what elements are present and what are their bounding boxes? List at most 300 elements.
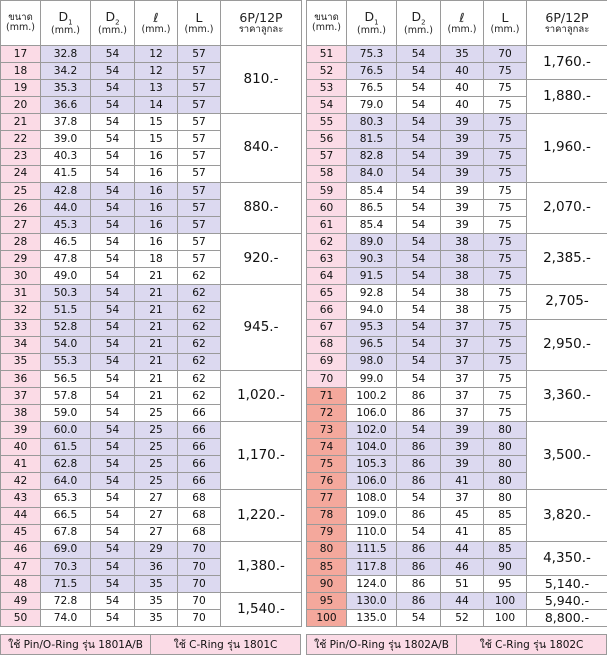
d2-cell: 54 [91, 422, 135, 439]
d2-cell: 54 [397, 131, 441, 148]
price-table-right [306, 0, 607, 627]
d1-cell: 37.8 [41, 114, 91, 131]
price-cell: 1,020.- [221, 370, 302, 421]
l-big-cell: 75 [484, 370, 527, 387]
size-cell: 71 [307, 387, 347, 404]
table-row [1, 370, 302, 387]
d2-cell: 54 [397, 490, 441, 507]
size-cell: 80 [307, 541, 347, 558]
d1-cell: 52.8 [41, 319, 91, 336]
l-small-cell: 16 [135, 182, 178, 199]
table-row [1, 182, 302, 199]
l-big-cell: 95 [484, 575, 527, 592]
l-big-cell: 85 [484, 524, 527, 541]
size-cell: 33 [1, 319, 41, 336]
d1-cell: 76.5 [347, 80, 397, 97]
size-cell: 23 [1, 148, 41, 165]
l-small-cell: 35 [135, 575, 178, 592]
d2-cell: 54 [91, 575, 135, 592]
table-row [307, 182, 607, 199]
price-cell: 1,960.- [527, 114, 607, 182]
l-small-cell: 39 [441, 216, 484, 233]
size-cell: 59 [307, 182, 347, 199]
table-row [1, 114, 302, 131]
l-small-cell: 27 [135, 507, 178, 524]
d1-cell: 67.8 [41, 524, 91, 541]
price-cell: 1,220.- [221, 490, 302, 541]
l-big-cell: 75 [484, 387, 527, 404]
d2-cell: 54 [397, 114, 441, 131]
l-small-cell: 29 [135, 541, 178, 558]
l-small-cell: 41 [441, 524, 484, 541]
l-big-cell: 75 [484, 404, 527, 421]
table-row [1, 234, 302, 251]
l-big-cell: 66 [178, 473, 221, 490]
table-row [1, 541, 302, 558]
l-big-cell: 57 [178, 199, 221, 216]
price-cell: 2,070.- [527, 182, 607, 233]
size-cell: 46 [1, 541, 41, 558]
l-big-cell: 75 [484, 114, 527, 131]
d1-cell: 35.3 [41, 80, 91, 97]
size-cell: 39 [1, 422, 41, 439]
size-cell: 28 [1, 234, 41, 251]
d1-cell: 85.4 [347, 216, 397, 233]
d2-cell: 86 [397, 593, 441, 610]
table-row [307, 370, 607, 387]
d2-cell: 54 [91, 268, 135, 285]
d1-cell: 100.2 [347, 387, 397, 404]
d1-cell: 70.3 [41, 558, 91, 575]
d2-cell: 54 [397, 148, 441, 165]
size-cell: 49 [1, 593, 41, 610]
size-cell: 63 [307, 251, 347, 268]
size-cell: 69 [307, 353, 347, 370]
l-big-cell: 85 [484, 507, 527, 524]
d2-cell: 54 [397, 422, 441, 439]
l-small-cell: 40 [441, 97, 484, 114]
l-small-cell: 37 [441, 370, 484, 387]
size-cell: 32 [1, 302, 41, 319]
size-cell: 29 [1, 251, 41, 268]
l-big-cell: 75 [484, 319, 527, 336]
l-small-cell: 21 [135, 302, 178, 319]
l-big-cell: 62 [178, 285, 221, 302]
d1-cell: 89.0 [347, 234, 397, 251]
l-big-cell: 62 [178, 387, 221, 404]
table-row [1, 46, 302, 63]
d2-cell: 54 [91, 182, 135, 199]
l-big-cell: 75 [484, 302, 527, 319]
table-row [307, 593, 607, 610]
header-price: 6P/12P ราคาลูกละ [221, 1, 302, 46]
price-cell: 2,950.- [527, 319, 607, 370]
size-cell: 17 [1, 46, 41, 63]
d1-cell: 92.8 [347, 285, 397, 302]
d2-cell: 54 [91, 148, 135, 165]
table-row [1, 593, 302, 610]
d2-cell: 54 [397, 182, 441, 199]
header-price: 6P/12P ราคาลูกละ [527, 1, 607, 46]
l-small-cell: 35 [135, 593, 178, 610]
l-big-cell: 75 [484, 285, 527, 302]
d1-cell: 102.0 [347, 422, 397, 439]
d1-cell: 117.8 [347, 558, 397, 575]
d1-cell: 60.0 [41, 422, 91, 439]
d1-cell: 75.3 [347, 46, 397, 63]
l-small-cell: 38 [441, 251, 484, 268]
size-cell: 48 [1, 575, 41, 592]
d2-cell: 54 [91, 46, 135, 63]
l-big-cell: 66 [178, 404, 221, 421]
d2-cell: 54 [91, 456, 135, 473]
d1-cell: 36.6 [41, 97, 91, 114]
size-cell: 38 [1, 404, 41, 421]
d1-cell: 46.5 [41, 234, 91, 251]
l-big-cell: 75 [484, 251, 527, 268]
l-big-cell: 80 [484, 473, 527, 490]
table-row [307, 422, 607, 439]
size-cell: 73 [307, 422, 347, 439]
l-small-cell: 25 [135, 422, 178, 439]
d1-cell: 108.0 [347, 490, 397, 507]
d2-cell: 54 [91, 370, 135, 387]
l-small-cell: 36 [135, 558, 178, 575]
l-small-cell: 44 [441, 593, 484, 610]
l-small-cell: 38 [441, 302, 484, 319]
l-small-cell: 13 [135, 80, 178, 97]
l-big-cell: 75 [484, 148, 527, 165]
d1-cell: 124.0 [347, 575, 397, 592]
price-cell: 3,820.- [527, 490, 607, 541]
table-row [307, 490, 607, 507]
l-small-cell: 16 [135, 199, 178, 216]
d1-cell: 57.8 [41, 387, 91, 404]
d2-cell: 86 [397, 387, 441, 404]
size-cell: 54 [307, 97, 347, 114]
d1-cell: 110.0 [347, 524, 397, 541]
d2-cell: 54 [91, 541, 135, 558]
l-big-cell: 70 [178, 593, 221, 610]
d1-cell: 86.5 [347, 199, 397, 216]
d2-cell: 54 [91, 387, 135, 404]
d2-cell: 54 [397, 353, 441, 370]
d1-cell: 49.0 [41, 268, 91, 285]
d1-cell: 80.3 [347, 114, 397, 131]
d1-cell: 104.0 [347, 439, 397, 456]
table-row [307, 541, 607, 558]
size-cell: 78 [307, 507, 347, 524]
l-small-cell: 37 [441, 490, 484, 507]
price-cell: 810.- [221, 46, 302, 114]
header-l-big: L (mm.) [484, 1, 527, 46]
l-big-cell: 75 [484, 199, 527, 216]
l-small-cell: 37 [441, 387, 484, 404]
d2-cell: 54 [91, 216, 135, 233]
l-big-cell: 80 [484, 439, 527, 456]
l-big-cell: 62 [178, 302, 221, 319]
l-small-cell: 51 [441, 575, 484, 592]
l-big-cell: 62 [178, 370, 221, 387]
d1-cell: 45.3 [41, 216, 91, 233]
d2-cell: 54 [91, 524, 135, 541]
d2-cell: 54 [91, 473, 135, 490]
d1-cell: 85.4 [347, 182, 397, 199]
header-l-small: ℓ (mm.) [441, 1, 484, 46]
d2-cell: 54 [397, 199, 441, 216]
l-big-cell: 57 [178, 131, 221, 148]
d2-cell: 54 [91, 251, 135, 268]
size-cell: 55 [307, 114, 347, 131]
d1-cell: 81.5 [347, 131, 397, 148]
header-d1: $D_1$ (mm.) [41, 1, 91, 46]
l-small-cell: 21 [135, 387, 178, 404]
l-small-cell: 21 [135, 319, 178, 336]
price-cell: 2,705- [527, 285, 607, 319]
l-small-cell: 38 [441, 285, 484, 302]
l-big-cell: 66 [178, 456, 221, 473]
size-cell: 56 [307, 131, 347, 148]
l-big-cell: 62 [178, 319, 221, 336]
l-big-cell: 75 [484, 216, 527, 233]
d1-cell: 47.8 [41, 251, 91, 268]
d1-cell: 32.8 [41, 46, 91, 63]
l-big-cell: 57 [178, 46, 221, 63]
size-cell: 72 [307, 404, 347, 421]
d1-cell: 44.0 [41, 199, 91, 216]
d1-cell: 34.2 [41, 63, 91, 80]
l-small-cell: 37 [441, 353, 484, 370]
size-cell: 26 [1, 199, 41, 216]
size-cell: 45 [1, 524, 41, 541]
d2-cell: 54 [91, 165, 135, 182]
l-big-cell: 62 [178, 353, 221, 370]
price-table-left [0, 0, 301, 627]
size-cell: 27 [1, 216, 41, 233]
d1-cell: 106.0 [347, 404, 397, 421]
l-small-cell: 12 [135, 46, 178, 63]
table-row [307, 80, 607, 97]
d1-cell: 74.0 [41, 610, 91, 627]
d2-cell: 54 [91, 199, 135, 216]
d1-cell: 50.3 [41, 285, 91, 302]
table-row [307, 610, 607, 627]
size-cell: 25 [1, 182, 41, 199]
l-small-cell: 37 [441, 336, 484, 353]
price-cell: 5,940.- [527, 593, 607, 610]
l-small-cell: 16 [135, 165, 178, 182]
d1-cell: 64.0 [41, 473, 91, 490]
l-small-cell: 21 [135, 353, 178, 370]
size-cell: 64 [307, 268, 347, 285]
size-cell: 44 [1, 507, 41, 524]
l-big-cell: 75 [484, 97, 527, 114]
l-small-cell: 25 [135, 404, 178, 421]
l-small-cell: 39 [441, 165, 484, 182]
size-cell: 24 [1, 165, 41, 182]
l-big-cell: 75 [484, 182, 527, 199]
d1-cell: 41.5 [41, 165, 91, 182]
size-cell: 70 [307, 370, 347, 387]
d1-cell: 65.3 [41, 490, 91, 507]
l-small-cell: 39 [441, 422, 484, 439]
d2-cell: 54 [91, 593, 135, 610]
size-cell: 100 [307, 610, 347, 627]
l-small-cell: 15 [135, 131, 178, 148]
table-row [307, 46, 607, 63]
l-big-cell: 68 [178, 507, 221, 524]
size-cell: 76 [307, 473, 347, 490]
d1-cell: 95.3 [347, 319, 397, 336]
l-big-cell: 70 [178, 575, 221, 592]
d1-cell: 84.0 [347, 165, 397, 182]
size-cell: 95 [307, 593, 347, 610]
header-l-small: ℓ (mm.) [135, 1, 178, 46]
d1-cell: 130.0 [347, 593, 397, 610]
d1-cell: 71.5 [41, 575, 91, 592]
size-cell: 18 [1, 63, 41, 80]
l-small-cell: 40 [441, 80, 484, 97]
d2-cell: 54 [91, 234, 135, 251]
l-small-cell: 15 [135, 114, 178, 131]
d2-cell: 54 [91, 336, 135, 353]
l-big-cell: 85 [484, 541, 527, 558]
l-big-cell: 80 [484, 422, 527, 439]
header-size: ขนาด (mm.) [1, 1, 41, 46]
l-small-cell: 25 [135, 473, 178, 490]
d2-cell: 54 [397, 97, 441, 114]
table-row [307, 114, 607, 131]
l-small-cell: 41 [441, 473, 484, 490]
d2-cell: 86 [397, 507, 441, 524]
l-small-cell: 38 [441, 234, 484, 251]
size-cell: 75 [307, 456, 347, 473]
l-big-cell: 80 [484, 456, 527, 473]
d1-cell: 66.5 [41, 507, 91, 524]
l-small-cell: 27 [135, 490, 178, 507]
d2-cell: 54 [397, 216, 441, 233]
size-cell: 22 [1, 131, 41, 148]
d2-cell: 54 [397, 234, 441, 251]
l-big-cell: 75 [484, 165, 527, 182]
size-cell: 31 [1, 285, 41, 302]
size-cell: 20 [1, 97, 41, 114]
d1-cell: 98.0 [347, 353, 397, 370]
header-d2: $D_2$ (mm.) [91, 1, 135, 46]
size-cell: 53 [307, 80, 347, 97]
l-small-cell: 25 [135, 439, 178, 456]
l-big-cell: 66 [178, 439, 221, 456]
l-big-cell: 57 [178, 216, 221, 233]
d2-cell: 86 [397, 541, 441, 558]
l-big-cell: 57 [178, 182, 221, 199]
l-small-cell: 35 [441, 46, 484, 63]
l-big-cell: 57 [178, 251, 221, 268]
d2-cell: 86 [397, 575, 441, 592]
d2-cell: 54 [91, 285, 135, 302]
l-small-cell: 38 [441, 268, 484, 285]
d1-cell: 42.8 [41, 182, 91, 199]
d2-cell: 54 [397, 336, 441, 353]
l-small-cell: 45 [441, 507, 484, 524]
size-cell: 85 [307, 558, 347, 575]
d2-cell: 86 [397, 473, 441, 490]
d1-cell: 59.0 [41, 404, 91, 421]
d1-cell: 40.3 [41, 148, 91, 165]
l-big-cell: 75 [484, 353, 527, 370]
l-small-cell: 16 [135, 216, 178, 233]
l-small-cell: 39 [441, 456, 484, 473]
d1-cell: 76.5 [347, 63, 397, 80]
d2-cell: 54 [397, 285, 441, 302]
price-cell: 1,170.- [221, 422, 302, 490]
size-cell: 51 [307, 46, 347, 63]
price-cell: 920.- [221, 234, 302, 285]
size-cell: 52 [307, 63, 347, 80]
table-row [1, 422, 302, 439]
spec-table-right [306, 0, 607, 627]
table-row [307, 575, 607, 592]
d2-cell: 54 [397, 251, 441, 268]
d2-cell: 54 [91, 114, 135, 131]
d2-cell: 54 [397, 319, 441, 336]
size-cell: 74 [307, 439, 347, 456]
d2-cell: 54 [397, 46, 441, 63]
d1-cell: 90.3 [347, 251, 397, 268]
d2-cell: 54 [91, 97, 135, 114]
price-cell: 1,760.- [527, 46, 607, 80]
size-cell: 19 [1, 80, 41, 97]
size-cell: 41 [1, 456, 41, 473]
d2-cell: 54 [91, 353, 135, 370]
d2-cell: 54 [91, 507, 135, 524]
l-big-cell: 68 [178, 524, 221, 541]
footer-c-ring-note: ใช้ C-Ring รุ่น 1802C [479, 639, 584, 651]
d2-cell: 54 [397, 268, 441, 285]
price-cell: 8,800.- [527, 610, 607, 627]
d2-cell: 54 [397, 524, 441, 541]
price-cell: 3,500.- [527, 422, 607, 490]
l-big-cell: 70 [178, 610, 221, 627]
size-cell: 34 [1, 336, 41, 353]
d2-cell: 54 [91, 302, 135, 319]
size-cell: 68 [307, 336, 347, 353]
size-cell: 36 [1, 370, 41, 387]
d1-cell: 105.3 [347, 456, 397, 473]
d2-cell: 54 [397, 302, 441, 319]
l-big-cell: 62 [178, 336, 221, 353]
size-cell: 66 [307, 302, 347, 319]
l-big-cell: 75 [484, 131, 527, 148]
l-small-cell: 35 [135, 610, 178, 627]
size-cell: 77 [307, 490, 347, 507]
l-big-cell: 75 [484, 234, 527, 251]
header-row [1, 1, 302, 46]
header-row [307, 1, 607, 46]
size-cell: 35 [1, 353, 41, 370]
l-big-cell: 70 [484, 46, 527, 63]
l-small-cell: 25 [135, 456, 178, 473]
footer-c-ring-note: ใช้ C-Ring รุ่น 1801C [173, 639, 278, 651]
d2-cell: 54 [91, 490, 135, 507]
l-big-cell: 75 [484, 63, 527, 80]
footer-pin-oring-note: ใช้ Pin/O-Ring รุ่น 1802A/B [314, 639, 449, 651]
table-row [307, 285, 607, 302]
l-small-cell: 39 [441, 131, 484, 148]
l-big-cell: 75 [484, 80, 527, 97]
d1-cell: 62.8 [41, 456, 91, 473]
d1-cell: 56.5 [41, 370, 91, 387]
